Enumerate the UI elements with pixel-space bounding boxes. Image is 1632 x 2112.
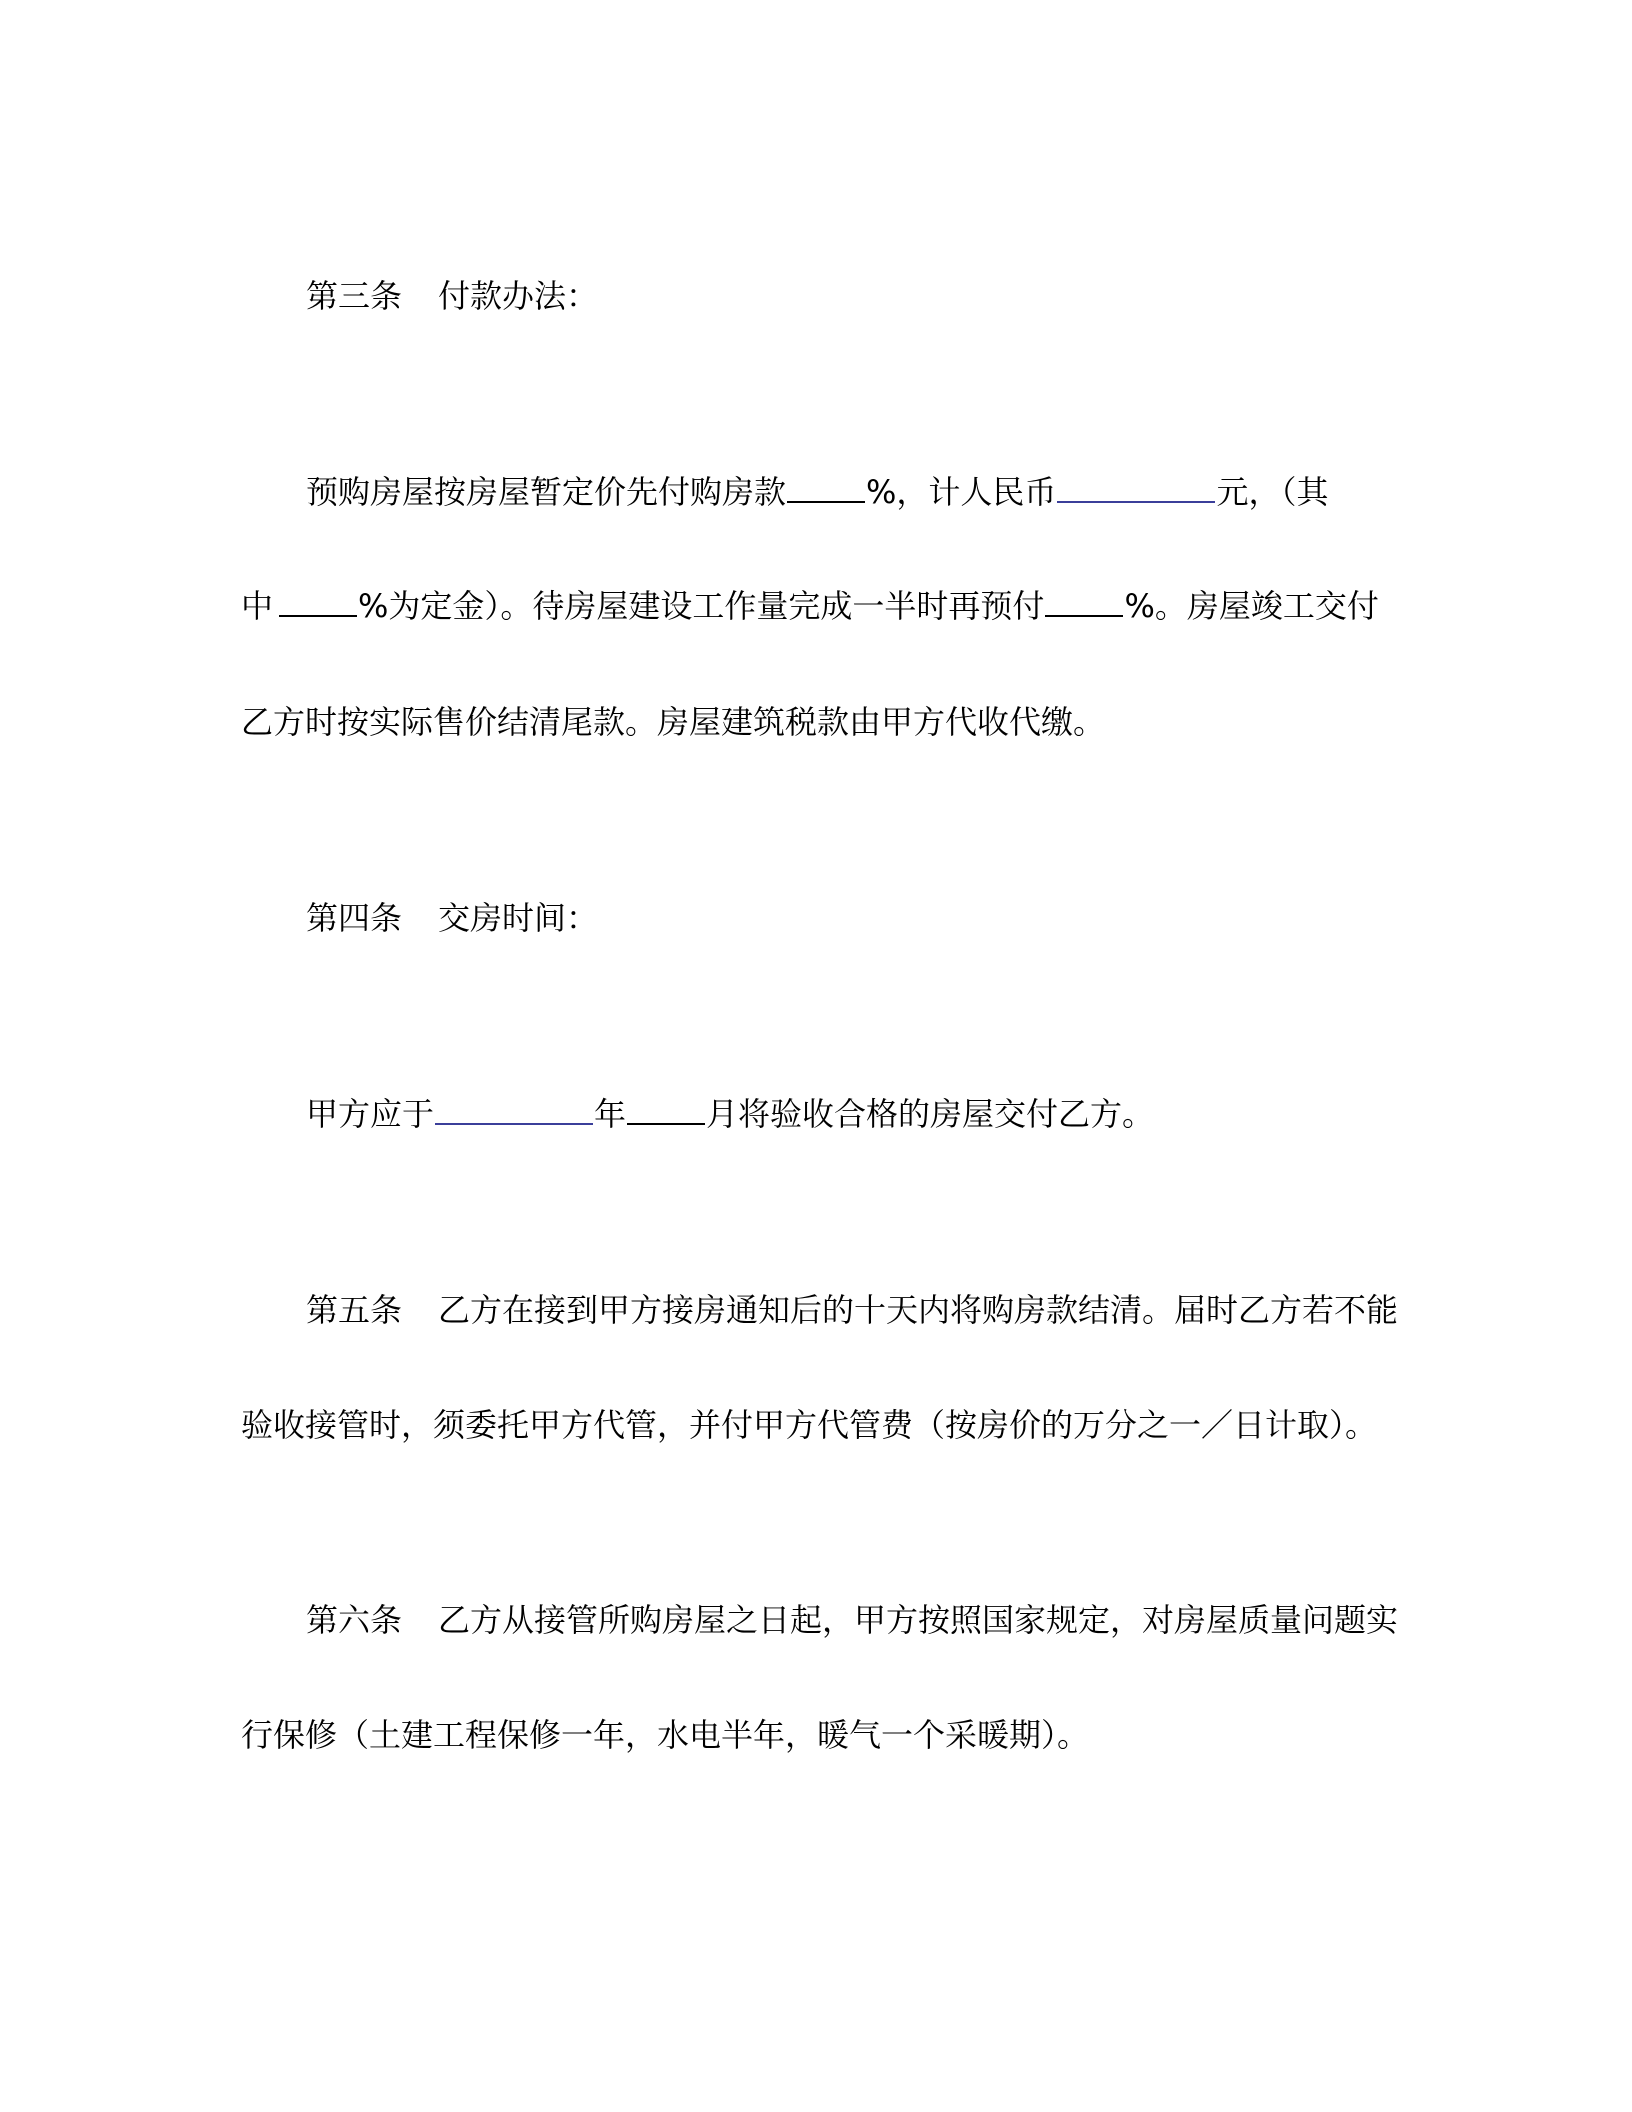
article3-number: 第三条 xyxy=(306,277,403,315)
article4-line1 xyxy=(306,1092,1154,1136)
deposit-percent-blank[interactable] xyxy=(279,585,357,617)
amount-rmb-blank[interactable] xyxy=(1057,471,1215,503)
article3-line2-text-c: %。房屋竣工交付 xyxy=(1124,587,1379,625)
article6-line1-text: 乙方从接管所购房屋之日起，甲方按照国家规定，对房屋质量问题实 xyxy=(438,1601,1399,1639)
article4-title: 交房时间： xyxy=(438,899,599,937)
article3-heading xyxy=(306,274,598,318)
article3-title: 付款办法： xyxy=(438,277,599,315)
article6-number: 第六条 xyxy=(306,1601,403,1639)
article6-line1 xyxy=(306,1598,1398,1642)
article3-line1-text-b: %，计人民币 xyxy=(866,473,1057,511)
article3-line1 xyxy=(306,470,1328,514)
article3-line2 xyxy=(241,584,1379,628)
article4-line1-text-a: 甲方应于 xyxy=(306,1095,435,1133)
article4-line1-text-b: 年 xyxy=(594,1095,627,1133)
second-payment-percent-blank[interactable] xyxy=(1045,585,1123,617)
article6-line2: 行保修（土建工程保修一年，水电半年，暖气一个采暖期）。 xyxy=(241,1716,1090,1754)
advance-percent-blank[interactable] xyxy=(787,471,865,503)
delivery-year-blank[interactable] xyxy=(435,1093,593,1125)
article5-number: 第五条 xyxy=(306,1291,403,1329)
article5-line1-text: 乙方在接到甲方接房通知后的十天内将购房款结清。届时乙方若不能 xyxy=(438,1291,1399,1329)
article5-line2: 验收接管时，须委托甲方代管，并付甲方代管费（按房价的万分之一／日计取）。 xyxy=(241,1406,1378,1444)
article3-line2-text-b: %为定金）。待房屋建设工作量完成一半时再预付 xyxy=(358,587,1045,625)
article5-line1 xyxy=(306,1288,1398,1332)
delivery-month-blank[interactable] xyxy=(627,1093,705,1125)
article4-heading xyxy=(306,896,598,940)
article3-line1-text-a: 预购房屋按房屋暂定价先付购房款 xyxy=(306,473,787,511)
article3-line2-text-a: 中 xyxy=(241,587,274,625)
article3-line3: 乙方时按实际售价结清尾款。房屋建筑税款由甲方代收代缴。 xyxy=(241,703,1106,741)
article4-line1-text-c: 月将验收合格的房屋交付乙方。 xyxy=(706,1095,1155,1133)
article4-number: 第四条 xyxy=(306,899,403,937)
article3-line1-text-c: 元，（其 xyxy=(1216,473,1329,511)
